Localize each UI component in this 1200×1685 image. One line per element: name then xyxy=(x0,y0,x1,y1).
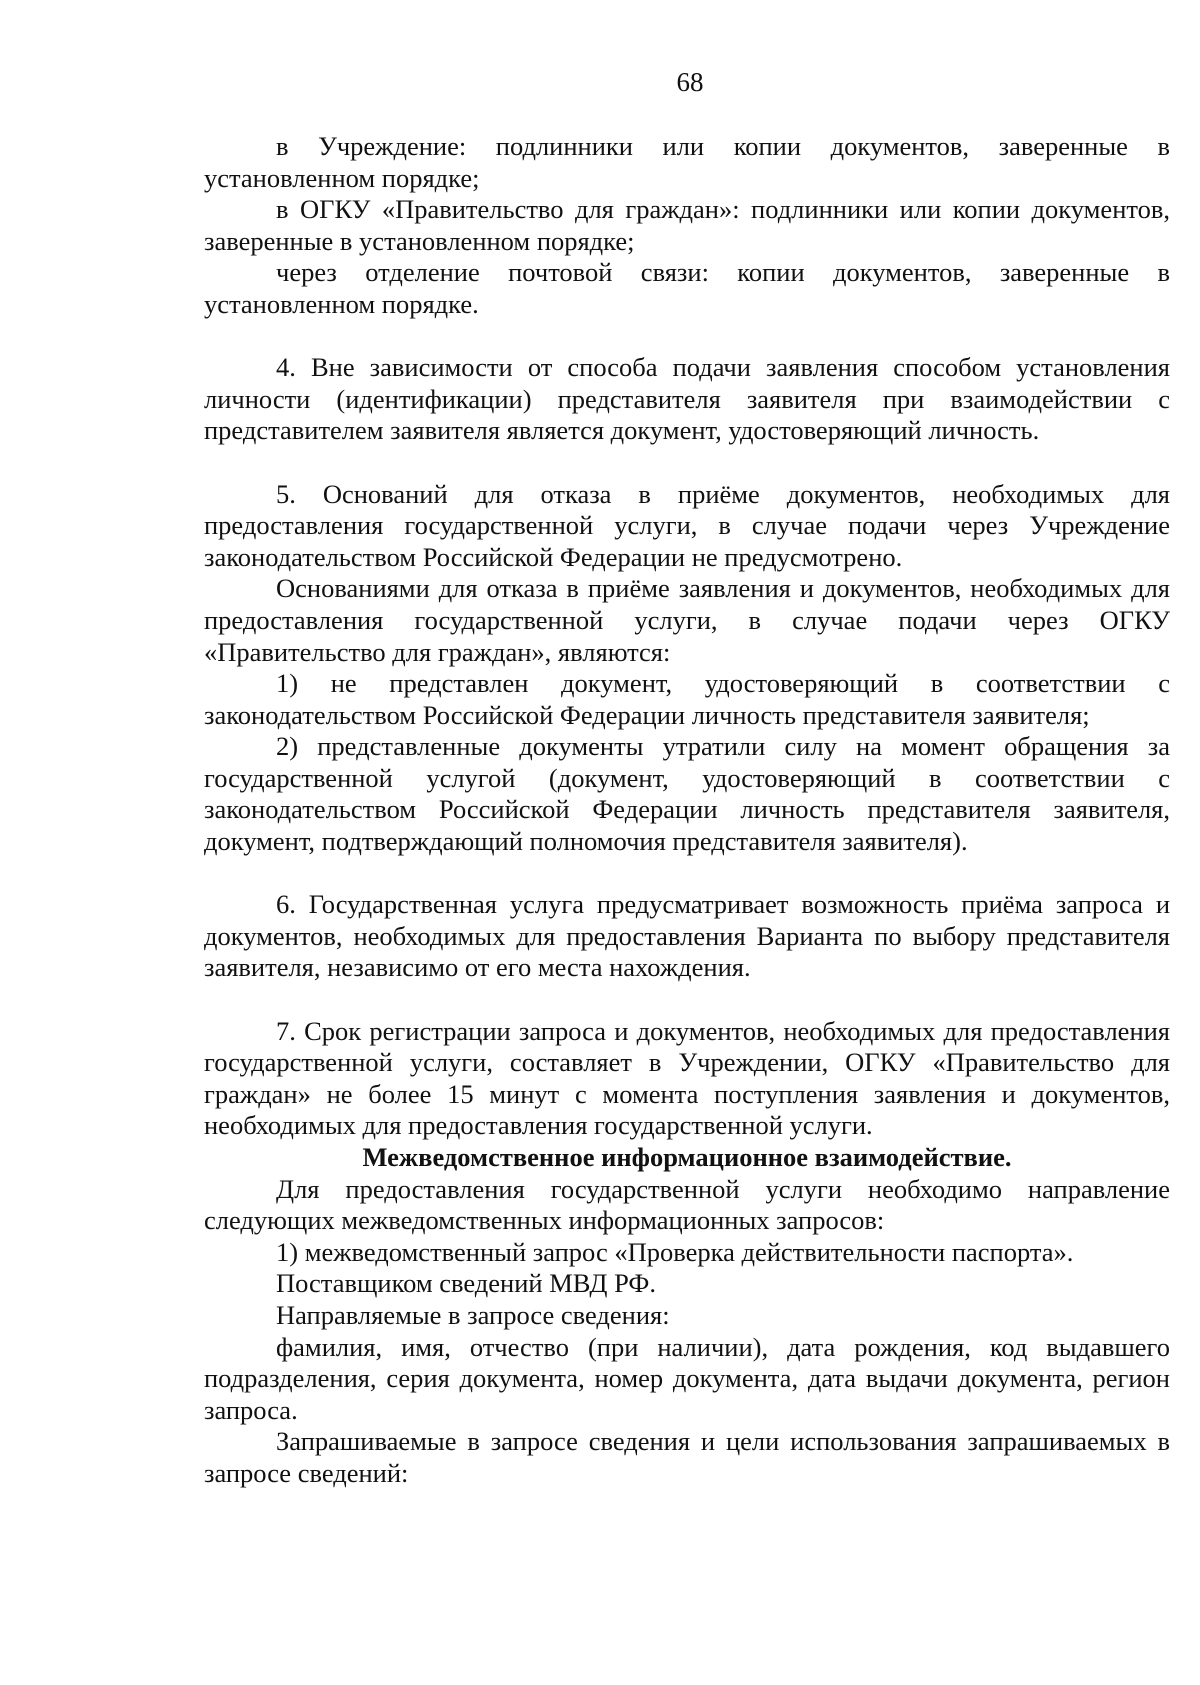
section-heading: Межведомственное информационное взаимодействие. xyxy=(362,1142,1012,1172)
paragraph-refusal-ground-1: 1) не представлен документ, удостоверяющий в соответствии с законодательством Российской Федерации личность представителя заявителя; xyxy=(204,668,1170,730)
paragraph-spacer xyxy=(204,858,1170,890)
paragraph-item-6: 6. Государственная услуга предусматривает возможность приёма запроса и документов, необходимых для предоставления Варианта по выбору представителя заявителя, независимо от его места нахождения. xyxy=(204,889,1170,983)
paragraph-refusal-grounds: Основаниями для отказа в приёме заявления и документов, необходимых для предоставления государственной услуги, в случае подачи через ОГКУ «Правительство для граждан», являются: xyxy=(204,573,1170,667)
paragraph-submission-institution: в Учреждение: подлинники или копии документов, заверенные в установленном порядке; xyxy=(204,131,1170,193)
paragraph-provider: Поставщиком сведений МВД РФ. xyxy=(276,1268,656,1299)
paragraph-item-5: 5. Оснований для отказа в приёме документов, необходимых для предоставления государственной услуги, в случае подачи через Учреждение законодательством Российской Федерации не предусмотрено. xyxy=(204,478,1170,572)
paragraph-submission-post: через отделение почтовой связи: копии документов, заверенные в установленном порядке. xyxy=(204,257,1170,319)
document-body xyxy=(204,131,1170,1490)
paragraph-submission-ogku: в ОГКУ «Правительство для граждан»: подлинники или копии документов, заверенные в установленном порядке; xyxy=(204,194,1170,256)
paragraph-refusal-ground-2: 2) представленные документы утратили силу на момент обращения за государственной услугой (документ, удостоверяющий в соответствии с законодательством Российской Федерации личность представителя заявителя, документ, подтверждающий полномочия представителя заявителя). xyxy=(204,731,1170,857)
paragraph-sent-data-label: Направляемые в запросе сведения: xyxy=(276,1299,670,1330)
paragraph-interagency-request-1: 1) межведомственный запрос «Проверка действительности паспорта». xyxy=(276,1236,1074,1267)
paragraph-spacer xyxy=(204,984,1170,1016)
paragraph-interagency-intro: Для предоставления государственной услуги необходимо направление следующих межведомственных информационных запросов: xyxy=(204,1173,1170,1236)
paragraph-spacer xyxy=(204,447,1170,479)
paragraph-item-7: 7. Срок регистрации запроса и документов, необходимых для предоставления государственной услуги, составляет в Учреждении, ОГКУ «Правительство для граждан» не более 15 минут с момента поступления заявления и документов, необходимых для предоставления государственной услуги. xyxy=(204,1015,1170,1141)
paragraph-sent-data-list: фамилия, имя, отчество (при наличии), дата рождения, код выдавшего подразделения, серия документа, номер документа, дата выдачи документа, регион запроса. xyxy=(204,1331,1170,1425)
paragraph-item-4: 4. Вне зависимости от способа подачи заявления способом установления личности (идентификации) представителя заявителя при взаимодействии с представителем заявителя является документ, удостоверяющий личность. xyxy=(204,352,1170,446)
paragraph-requested-data: Запрашиваемые в запросе сведения и цели использования запрашиваемых в запросе сведений: xyxy=(204,1426,1170,1488)
paragraph-spacer xyxy=(204,321,1170,353)
page-number: 68 xyxy=(676,67,704,97)
